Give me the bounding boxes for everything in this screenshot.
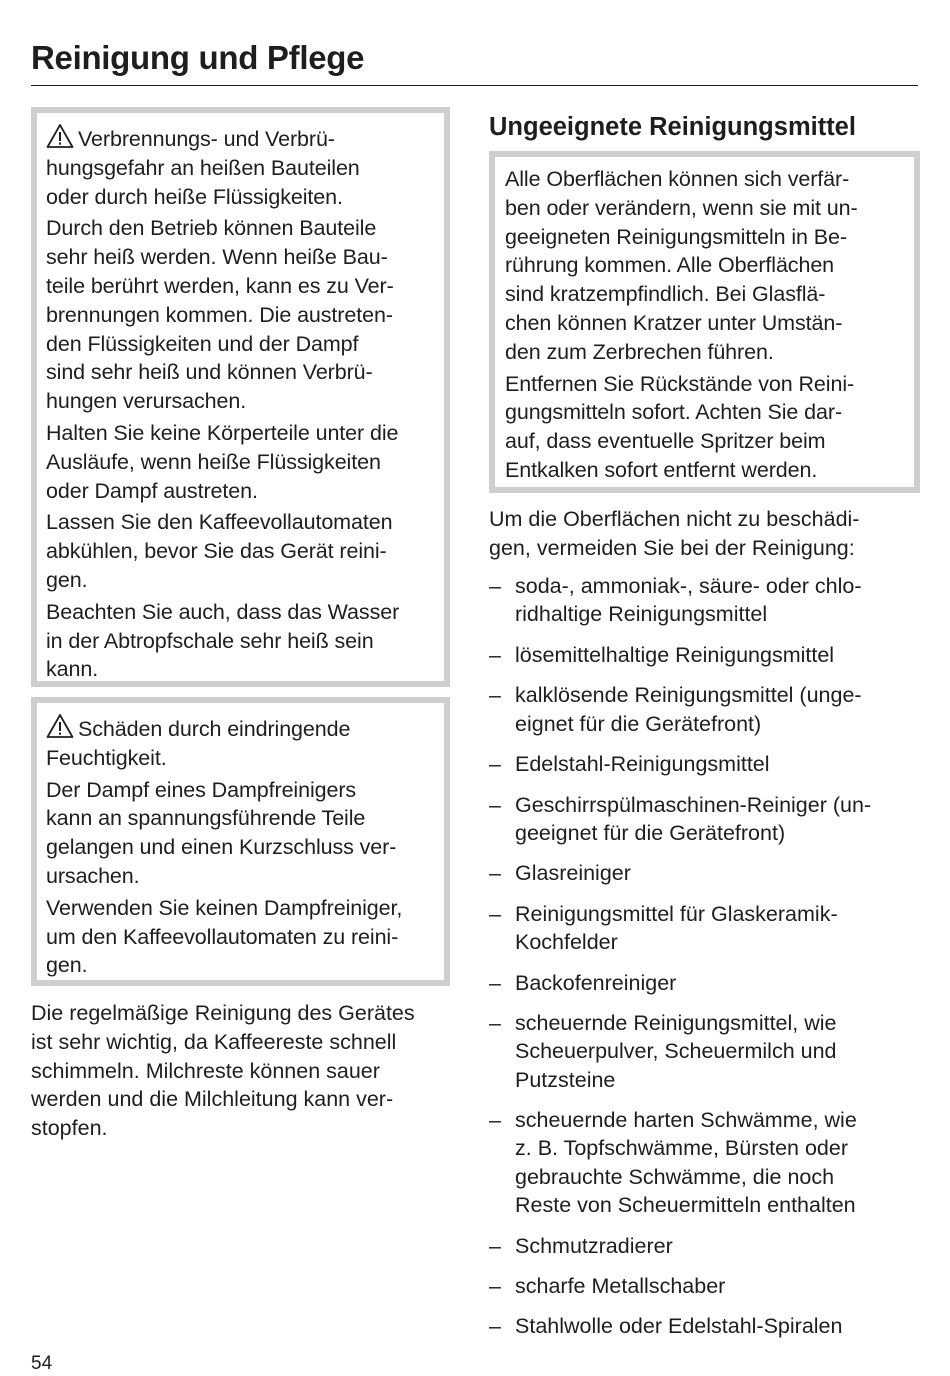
list-item-text: Geschirrspülmaschinen-Reiniger (un- geeignet für die Gerätefront): [515, 792, 872, 845]
dash-bullet: –: [489, 901, 501, 926]
list-item-text: scharfe Metallschaber: [515, 1274, 726, 1298]
list-item-text: Reinigungsmittel für Glaskeramik- Kochfelder: [515, 901, 838, 955]
list-item: [489, 791, 929, 848]
dash-bullet: –: [489, 861, 501, 886]
page-title: Reinigung und Pflege: [31, 39, 365, 76]
warning-paragraph: Der Dampf eines Dampfreinigers kann an spannungsführende Teile gelangen und einen Kurzschluss ver- ursachen.: [46, 777, 397, 888]
dash-bullet: –: [489, 1108, 501, 1133]
dash-bullet: –: [489, 683, 501, 708]
list-item: [489, 641, 929, 669]
intro-paragraph: Um die Oberflächen nicht zu beschädi- gen, vermeiden Sie bei der Reinigung:: [489, 507, 860, 560]
section-heading: Ungeeignete Reinigungsmittel: [489, 113, 856, 141]
dash-bullet: –: [489, 970, 501, 995]
list-item: [489, 1106, 929, 1219]
list-item-text: scheuernde Reinigungsmittel, wie Scheuerpulver, Scheuermilch und Putzsteine: [515, 1011, 837, 1092]
list-item: [489, 1232, 929, 1260]
list-item-text: Backofenreiniger: [515, 970, 677, 995]
notice-paragraph: Alle Oberflächen können sich verfär- ben oder verändern, wenn sie mit un- geeigneten Reinigungsmitteln in Be- rührung kommen. Alle Oberflächen sind kratzempfindlich. Bei Glasflä- chen können Kratzer unter Umstän- den zum Zerbrechen führen.: [505, 167, 858, 364]
dash-bullet: –: [489, 752, 501, 777]
cleaning-importance-text: [31, 999, 461, 1143]
warning-paragraph: Beachten Sie auch, dass das Wasser in der Abtropfschale sehr heiß sein kann.: [46, 599, 400, 682]
list-item-text: kalklösende Reinigungsmittel (unge- eignet für die Gerätefront): [515, 683, 862, 736]
title-divider: [31, 85, 918, 86]
warning-paragraph: Lassen Sie den Kaffeevollautomaten abkühlen, bevor Sie das Gerät reini- gen.: [46, 510, 393, 592]
list-item: [489, 859, 929, 887]
warning-heading-text: Verbrennungs- und Verbrü- hungsgefahr an heißen Bauteilen oder durch heiße Flüssigkeiten.: [46, 127, 360, 209]
dash-bullet: –: [489, 642, 501, 667]
list-item: [489, 572, 929, 629]
list-item-text: Glasreiniger: [515, 861, 631, 886]
surface-notice-box: [489, 151, 920, 493]
dash-bullet: –: [489, 1274, 501, 1298]
dash-bullet: –: [489, 1011, 501, 1036]
list-item-text: soda-, ammoniak-, säure- oder chlo- ridhaltige Reinigungsmittel: [515, 574, 862, 627]
dash-bullet: –: [489, 574, 501, 598]
warning-triangle-icon: [46, 123, 74, 149]
list-item-text: scheuernde harten Schwämme, wie z. B. Topfschwämme, Bürsten oder gebrauchte Schwämme, die noch Reste von Scheuermitteln enthalten: [515, 1108, 857, 1218]
list-item: [489, 681, 929, 738]
warning-heading: [46, 123, 434, 211]
dash-bullet: –: [489, 1233, 501, 1258]
warning-heading: [46, 713, 434, 773]
list-item: [489, 1272, 929, 1300]
list-intro: [489, 505, 919, 563]
unsuitable-cleaners-list: [489, 572, 929, 1353]
warning-paragraph: Durch den Betrieb können Bauteile sehr heiß werden. Wenn heiße Bau- teile berührt werden, kann es zu Ver- brennungen kommen. Die austreten- den Flüssigkeiten und der Dampf sind sehr heiß und können Verbrü- hungen verursachen.: [46, 216, 394, 414]
warning-triangle-icon: [46, 713, 74, 739]
list-item: [489, 1009, 929, 1094]
dash-bullet: –: [489, 792, 501, 817]
list-item-text: Schmutzradierer: [515, 1233, 673, 1258]
list-item-text: Edelstahl-Reinigungsmittel: [515, 752, 770, 777]
burn-warning-box: [31, 107, 450, 687]
moisture-warning-box: [31, 697, 450, 986]
list-item-text: Stahlwolle oder Edelstahl-Spiralen: [515, 1314, 843, 1339]
list-item: [489, 969, 929, 997]
list-item-text: lösemittelhaltige Reinigungsmittel: [515, 642, 835, 667]
list-item: [489, 1312, 929, 1340]
body-paragraph: Die regelmäßige Reinigung des Gerätes ist sehr wichtig, da Kaffeereste schnell schimmeln. Milchreste können sauer werden und die Milchleitung kann ver- stopfen.: [31, 1001, 415, 1141]
dash-bullet: –: [489, 1314, 501, 1339]
warning-paragraph: Verwenden Sie keinen Dampfreiniger, um den Kaffeevollautomaten zu reini- gen.: [46, 895, 403, 978]
list-item: [489, 900, 929, 957]
list-item: [489, 750, 929, 778]
warning-heading-text: Schäden durch eindringende Feuchtigkeit.: [46, 717, 351, 770]
notice-paragraph: Entfernen Sie Rückstände von Reini- gungsmitteln sofort. Achten Sie dar- auf, dass eventuelle Spritzer beim Entkalken sofort entfernt werden.: [505, 371, 855, 482]
warning-paragraph: Halten Sie keine Körperteile unter die Ausläufe, wenn heiße Flüssigkeiten oder Dampf austreten.: [46, 420, 399, 503]
page-number: 54: [31, 1353, 53, 1374]
